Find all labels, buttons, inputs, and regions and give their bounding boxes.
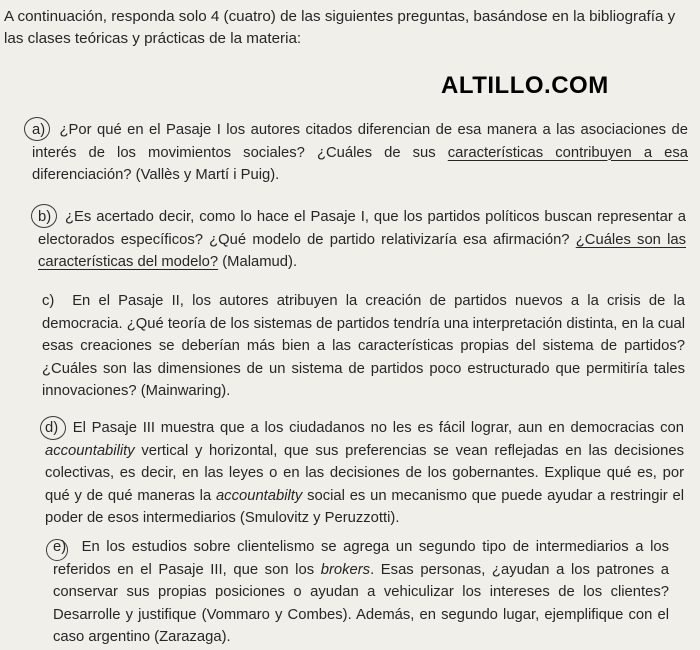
question-label: d) [45,420,59,436]
instructions: A continuación, responda solo 4 (cuatro) de las siguientes preguntas, basándose en la bibliografía y las clases teóricas y prácticas de la materia: [4,8,676,47]
question-text-end: . Esas personas, ¿ayudan a los patrones a conservar sus propias posiciones o ayudan a vehiculizar los intereses de los clientes? Desarrolle y justifique (Vommaro y Combes). Además, en segundo lugar, ejemplifique con el caso argentino (Zarazaga). [53,561,669,645]
question-c [42,290,685,403]
question-text: El Pasaje III muestra que a los ciudadanos no les es fácil lograr, aun en democracias con [72,420,684,436]
question-text: ¿Es acertado decir, como lo hace el Pasaje I, que los partidos políticos buscan representar a electorados específicos? ¿Qué modelo de partido relativizaría esa afirmación? [38,209,686,248]
question-text: En los estudios sobre clientelismo se agrega un segundo tipo de intermediarios a los referidos en el Pasaje III, que son los [53,539,669,578]
question-text-end: diferenciación? (Vallès y Martí i Puig). [32,167,280,183]
question-text: En el Pasaje II, los autores atribuyen la creación de partidos nuevos a la crisis de la democracia. ¿Qué teoría de los sistemas de partidos tendría una interpretación distinta, en la cual esas creaciones se deberían más bien a las características propias del sistema de partidos? ¿Cuáles son las dimensiones de un sistema de partidos poco estructurado que permitiría tales innovaciones? (Mainwaring). [42,293,685,399]
question-b [38,206,686,274]
question-text: ¿Por qué en el Pasaje I los autores citados diferencian de esa manera a las asociaciones de interés de los movimientos sociales? ¿Cuáles de sus [32,122,688,161]
question-a [32,119,688,187]
question-label: c) [42,293,55,309]
question-text-end: (Malamud). [218,254,298,270]
italic-term: brokers [320,561,371,578]
question-label: b) [38,209,52,225]
italic-term: accountability [45,442,135,459]
underlined-text: ¿Cuáles son las características del modelo? [38,231,687,270]
watermark: ALTILLO.COM [441,72,609,99]
underlined-text: características contribuyen a esa [447,144,688,161]
question-label: a) [32,122,46,138]
question-text-mid: vertical y horizontal, que sus preferencias se vean reflejadas en las decisiones colectivas, es decir, en las leyes o en las decisiones de los gobernantes. Explique qué es, por qué y de qué maneras la [45,442,684,504]
question-d [45,417,684,530]
question-label: e) [53,539,67,555]
question-e [53,536,669,649]
italic-term: accountabilty [215,487,303,504]
question-text-end: social es un mecanismo que puede ayudar a restringir el poder de esos intermediarios (Smulovitz y Peruzzotti). [45,487,684,526]
